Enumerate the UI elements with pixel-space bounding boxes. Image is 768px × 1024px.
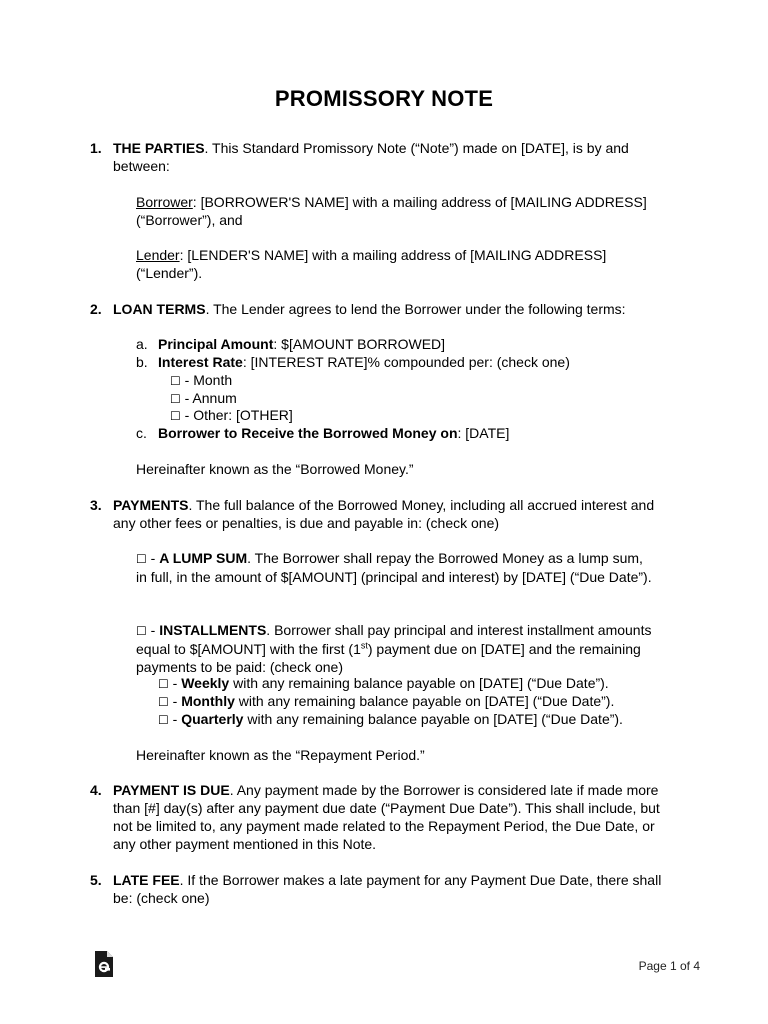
term-receive-date: c. Borrower to Receive the Borrowed Money on: [DATE] <box>136 425 510 441</box>
section-heading: PAYMENTS <box>113 497 189 513</box>
option-annum[interactable]: ☐ - Annum <box>170 390 237 406</box>
lender-paragraph: Lender: [LENDER'S NAME] with a mailing address of [MAILING ADDRESS] (“Lender”). <box>136 247 607 281</box>
section-number: 1. <box>90 140 102 156</box>
page-number: Page 1 of 4 <box>638 959 700 973</box>
section-parties <box>90 139 680 175</box>
checkbox-icon[interactable]: ☐ <box>136 552 147 566</box>
option-installments[interactable]: ☐ - INSTALLMENTS. Borrower shall pay principal and interest installment amounts equal to $[AMOUNT] with the first (1st) payment due on [DATE] and the remaining payments to be paid: (check one) <box>136 622 652 675</box>
section-late-fee <box>90 871 680 907</box>
term-principal-amount: a. Principal Amount: $[AMOUNT BORROWED] <box>136 336 446 352</box>
option-monthly[interactable]: ☐ - Monthly with any remaining balance payable on [DATE] (“Due Date”). <box>158 693 615 709</box>
borrower-paragraph: Borrower: [BORROWER'S NAME] with a mailing address of [MAILING ADDRESS] (“Borrower”), and <box>136 194 647 228</box>
section-number: 2. <box>90 301 102 317</box>
section-heading: LOAN TERMS <box>113 301 206 317</box>
page-title: PROMISSORY NOTE <box>274 86 494 111</box>
borrower-label: Borrower <box>136 194 193 210</box>
section-number: 5. <box>90 872 102 888</box>
section-payment-due <box>90 781 672 853</box>
eforms-logo-icon <box>93 949 115 979</box>
section-payments <box>90 496 680 532</box>
checkbox-icon[interactable]: ☐ <box>158 713 169 727</box>
section-text: LOAN TERMS. The Lender agrees to lend the Borrower under the following terms: <box>113 301 626 317</box>
checkbox-icon[interactable]: ☐ <box>170 409 181 423</box>
section-heading: LATE FEE <box>113 872 180 888</box>
section-text: PAYMENT IS DUE. Any payment made by the Borrower is considered late if made more than [#] day(s) after any payment due date (“Payment Due Date”). This shall include, but not be limited to, any payment made related to the Repayment Period, the Due Date, or any other payment mentioned in this Note. <box>113 782 660 852</box>
section-number: 4. <box>90 782 102 798</box>
checkbox-icon[interactable]: ☐ <box>158 695 169 709</box>
section-text: LATE FEE. If the Borrower makes a late payment for any Payment Due Date, there shall be: (check one) <box>113 872 662 906</box>
checkbox-icon[interactable]: ☐ <box>158 677 169 691</box>
option-lump-sum[interactable]: ☐ - A LUMP SUM. The Borrower shall repay the Borrowed Money as a lump sum, in full, in the amount of $[AMOUNT] (principal and interest) by [DATE] (“Due Date”). <box>136 550 652 585</box>
section-text: PAYMENTS. The full balance of the Borrowed Money, including all accrued interest and any other fees or penalties, is due and payable in: (check one) <box>113 497 655 531</box>
option-other[interactable]: ☐ - Other: [OTHER] <box>170 407 293 423</box>
option-month[interactable]: ☐ - Month <box>170 372 233 388</box>
section-heading: PAYMENT IS DUE <box>113 782 230 798</box>
repayment-period-definition: Hereinafter known as the “Repayment Period.” <box>136 747 425 763</box>
term-interest-rate: b. Interest Rate: [INTEREST RATE]% compounded per: (check one) <box>136 354 570 370</box>
lender-label: Lender <box>136 247 180 263</box>
section-text: THE PARTIES. This Standard Promissory Note (“Note”) made on [DATE], is by and between: <box>113 140 629 174</box>
option-weekly[interactable]: ☐ - Weekly with any remaining balance payable on [DATE] (“Due Date”). <box>158 675 609 691</box>
checkbox-icon[interactable]: ☐ <box>170 392 181 406</box>
checkbox-icon[interactable]: ☐ <box>170 374 181 388</box>
checkbox-icon[interactable]: ☐ <box>136 624 147 638</box>
section-heading: THE PARTIES <box>113 140 205 156</box>
option-quarterly[interactable]: ☐ - Quarterly with any remaining balance payable on [DATE] (“Due Date”). <box>158 711 623 727</box>
section-number: 3. <box>90 497 102 513</box>
section-loan-terms <box>90 300 680 318</box>
borrowed-money-definition: Hereinafter known as the “Borrowed Money.” <box>136 461 414 477</box>
